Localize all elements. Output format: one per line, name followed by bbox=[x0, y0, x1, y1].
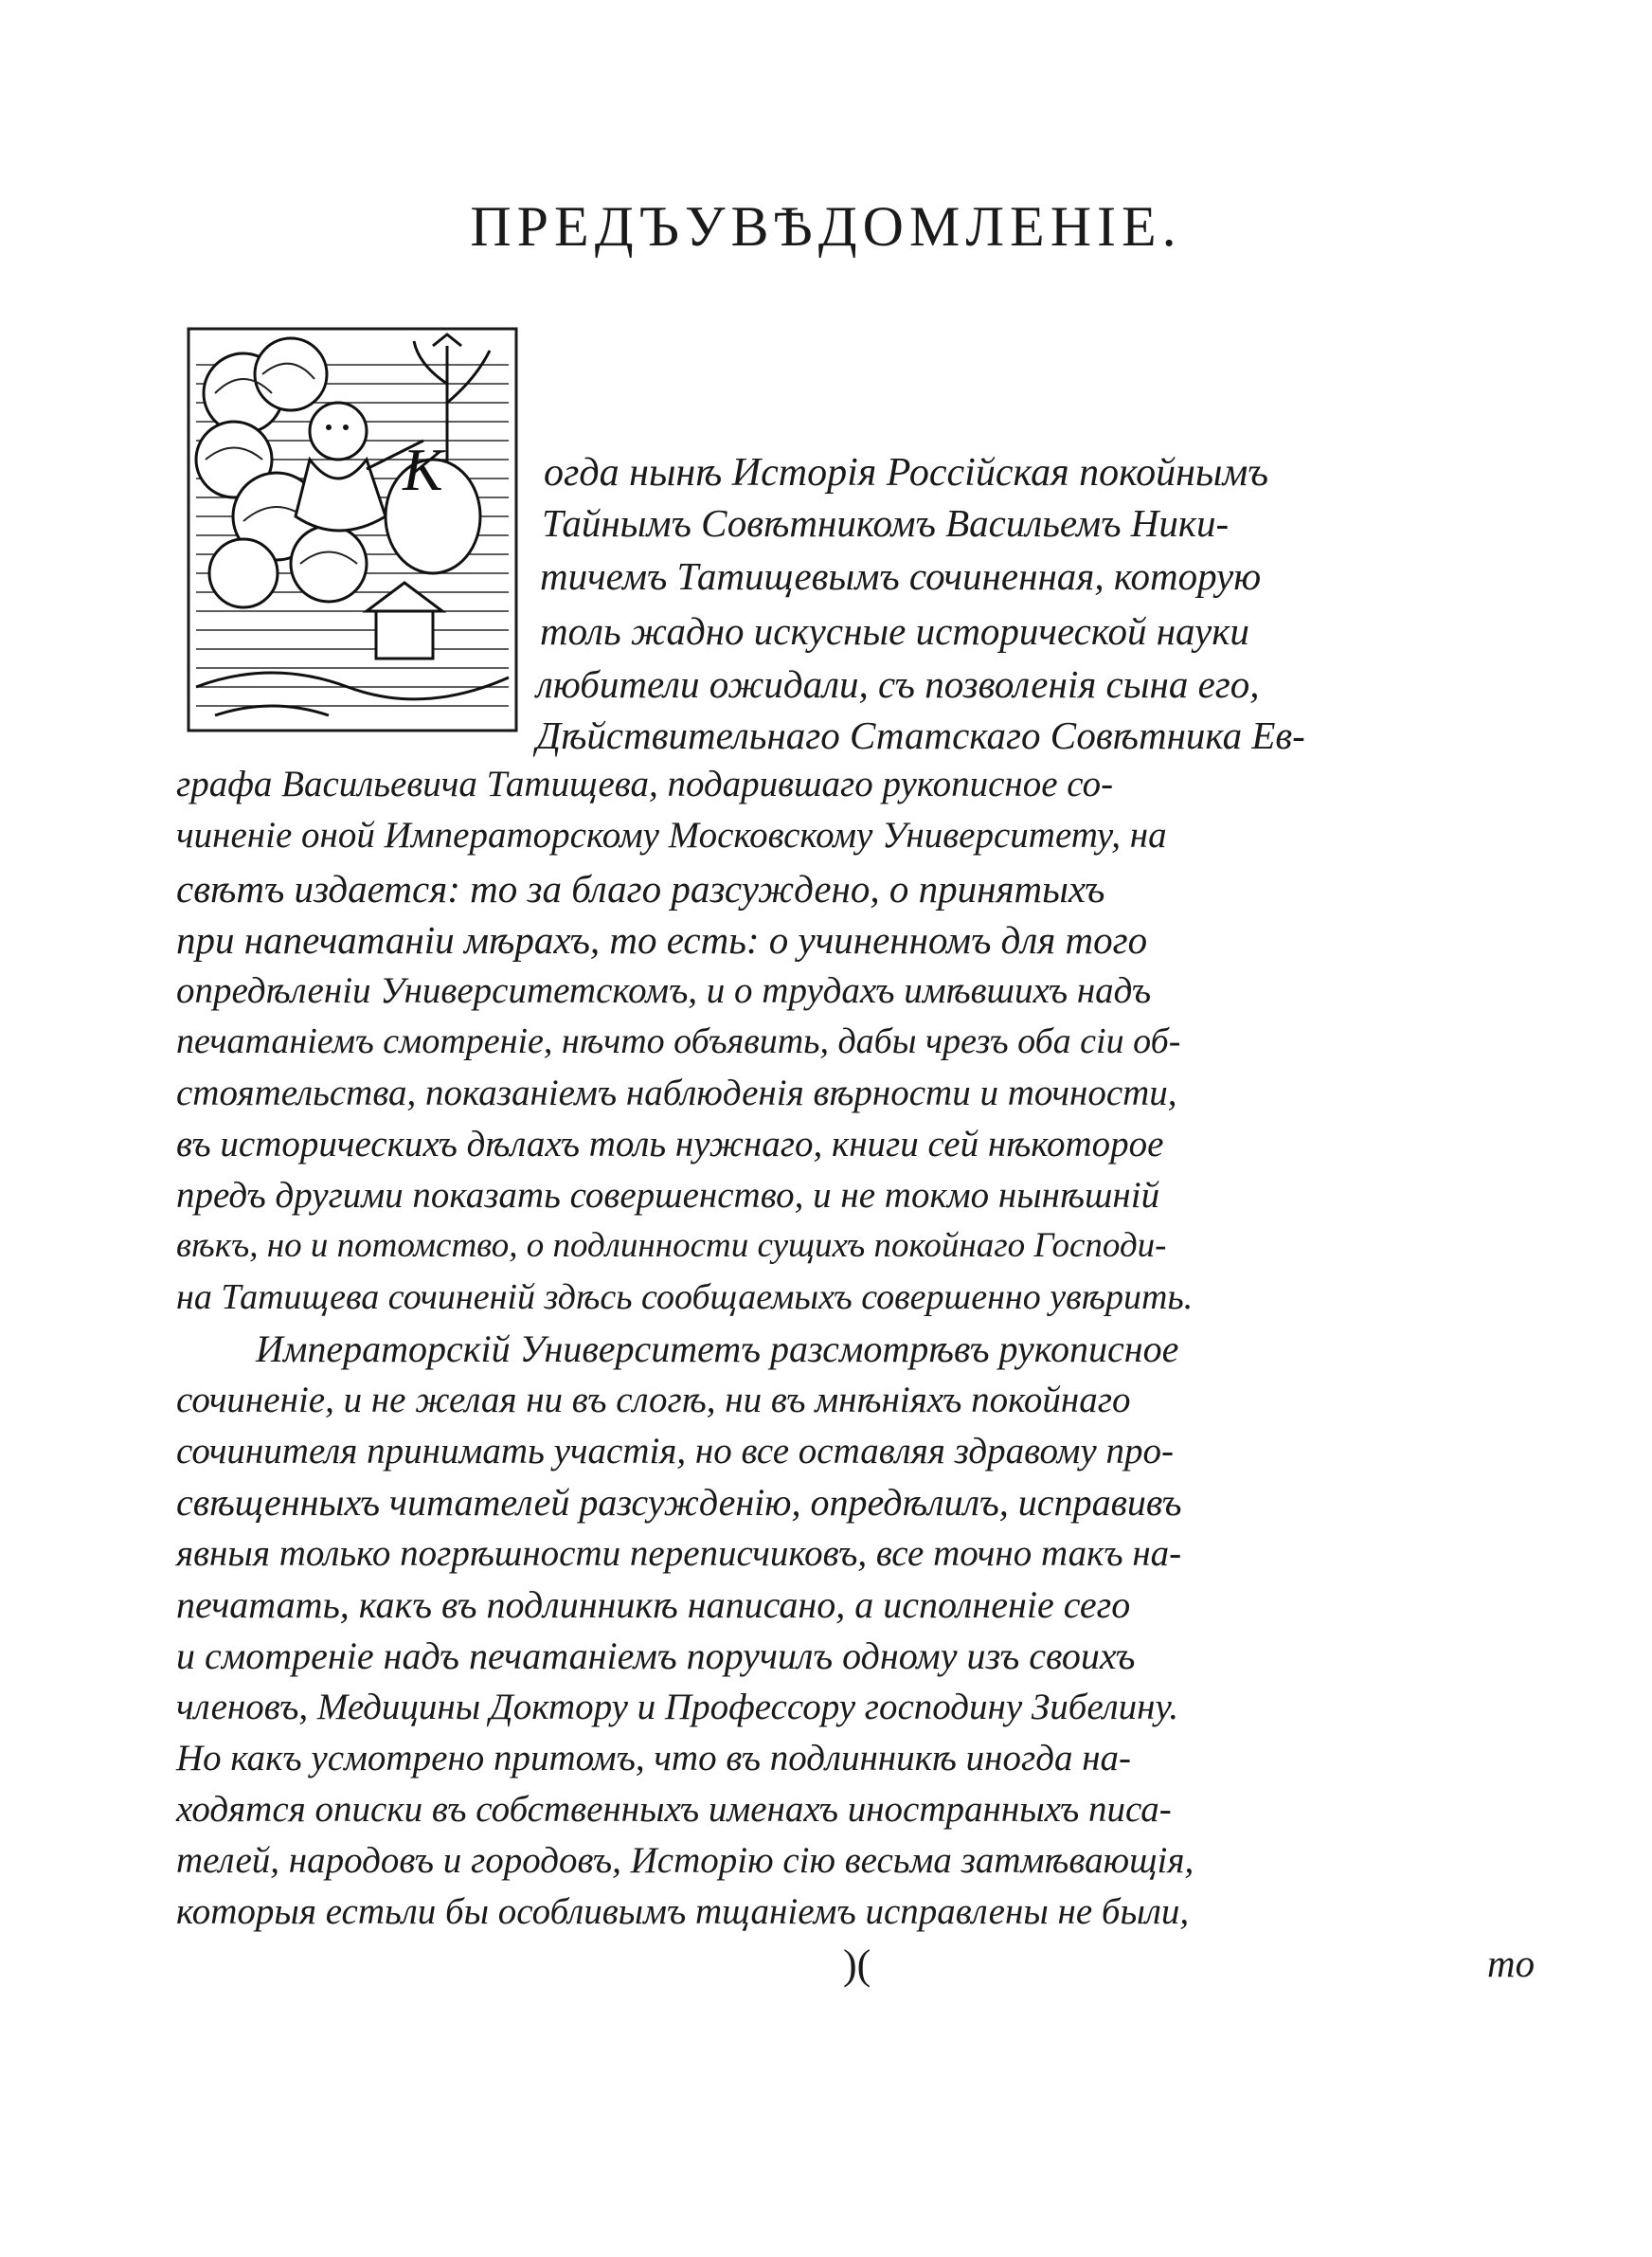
text-line: Но какъ усмотрено притомъ, что въ подлинникѣ иногда на- bbox=[176, 1738, 1132, 1779]
text-line: вѣкъ, но и потомство, о подлинности сущихъ покойнаго Господи- bbox=[176, 1226, 1167, 1265]
text-line: графа Васильевича Татищева, подарившаго рукописное со- bbox=[176, 764, 1114, 804]
text-line: стоятельства, показаніемъ наблюденія вѣрности и точности, bbox=[176, 1073, 1177, 1113]
text-line: свѣщенныхъ читателей разсужденію, опредѣлилъ, исправивъ bbox=[176, 1481, 1182, 1524]
text-line: предъ другими показать совершенство, и не токмо нынѣшній bbox=[176, 1175, 1160, 1216]
text-line: и смотреніе надъ печатаніемъ поручилъ одному изъ своихъ bbox=[176, 1634, 1136, 1677]
text-line: любители ожидали, съ позволенія сына его, bbox=[536, 662, 1260, 706]
text-line: въ историческихъ дѣлахъ толь нужнаго, книги сей нѣкоторое bbox=[176, 1124, 1164, 1165]
text-line: которыя естьли бы особливымъ тщаніемъ исправлены не были, bbox=[176, 1891, 1190, 1932]
text-line: на Татищева сочиненій здѣсь сообщаемыхъ совершенно увѣрить. bbox=[176, 1277, 1194, 1317]
page-heading: ПРЕДЪУВѢДОМЛЕНІЕ. bbox=[470, 195, 1182, 258]
text-line: сочинителя принимать участія, но все оставляя здравому про- bbox=[176, 1431, 1174, 1472]
text-line: печатать, какъ въ подлинникѣ написано, а исполненіе сего bbox=[176, 1583, 1131, 1626]
text-line: при напечатаніи мѣрахъ, то есть: о учиненномъ для того bbox=[176, 918, 1148, 962]
decorative-initial-woodcut bbox=[187, 327, 518, 732]
text-line: тичемъ Татищевымъ сочиненная, которую bbox=[540, 554, 1262, 598]
drop-cap-letter: К bbox=[403, 436, 443, 503]
text-line: сочиненіе, и не желая ни въ слогѣ, ни въ мнѣніяхъ покойнаго bbox=[176, 1380, 1131, 1420]
catchword: то bbox=[1487, 1941, 1535, 1985]
text-line: огда нынѣ Исторія Россійская покойнымъ bbox=[544, 451, 1269, 495]
text-line: Тайнымъ Совѣтникомъ Васильемъ Ники- bbox=[542, 501, 1230, 545]
text-line: телей, народовъ и городовъ, Исторію сію весьма затмѣвающія, bbox=[176, 1840, 1194, 1881]
text-line: толь жадно искусные исторической науки bbox=[540, 609, 1249, 653]
text-line: Дѣйствительнаго Статскаго Совѣтника Ев- bbox=[536, 713, 1305, 757]
text-line: свѣтъ издается: то за благо разсуждено, о принятыхъ bbox=[176, 867, 1105, 911]
text-line: Императорскій Университетъ разсмотрѣвъ рукописное bbox=[256, 1327, 1179, 1370]
signature-mark: )( bbox=[843, 1941, 871, 1988]
text-line: явныя только погрѣшности переписчиковъ, все точно такъ на- bbox=[176, 1533, 1182, 1574]
text-line: ходятся описки въ собственныхъ именахъ иностранныхъ писа- bbox=[176, 1789, 1172, 1830]
text-line: чиненіе оной Императорскому Московскому Университету, на bbox=[176, 815, 1167, 856]
text-line: членовъ, Медицины Доктору и Профессору господину Зибелину. bbox=[176, 1687, 1179, 1727]
text-line: печатаніемъ смотреніе, нѣчто объявить, дабы чрезъ оба сіи об- bbox=[176, 1021, 1181, 1061]
text-line: опредѣленіи Университетскомъ, и о трудахъ имѣвшихъ надъ bbox=[176, 970, 1152, 1011]
